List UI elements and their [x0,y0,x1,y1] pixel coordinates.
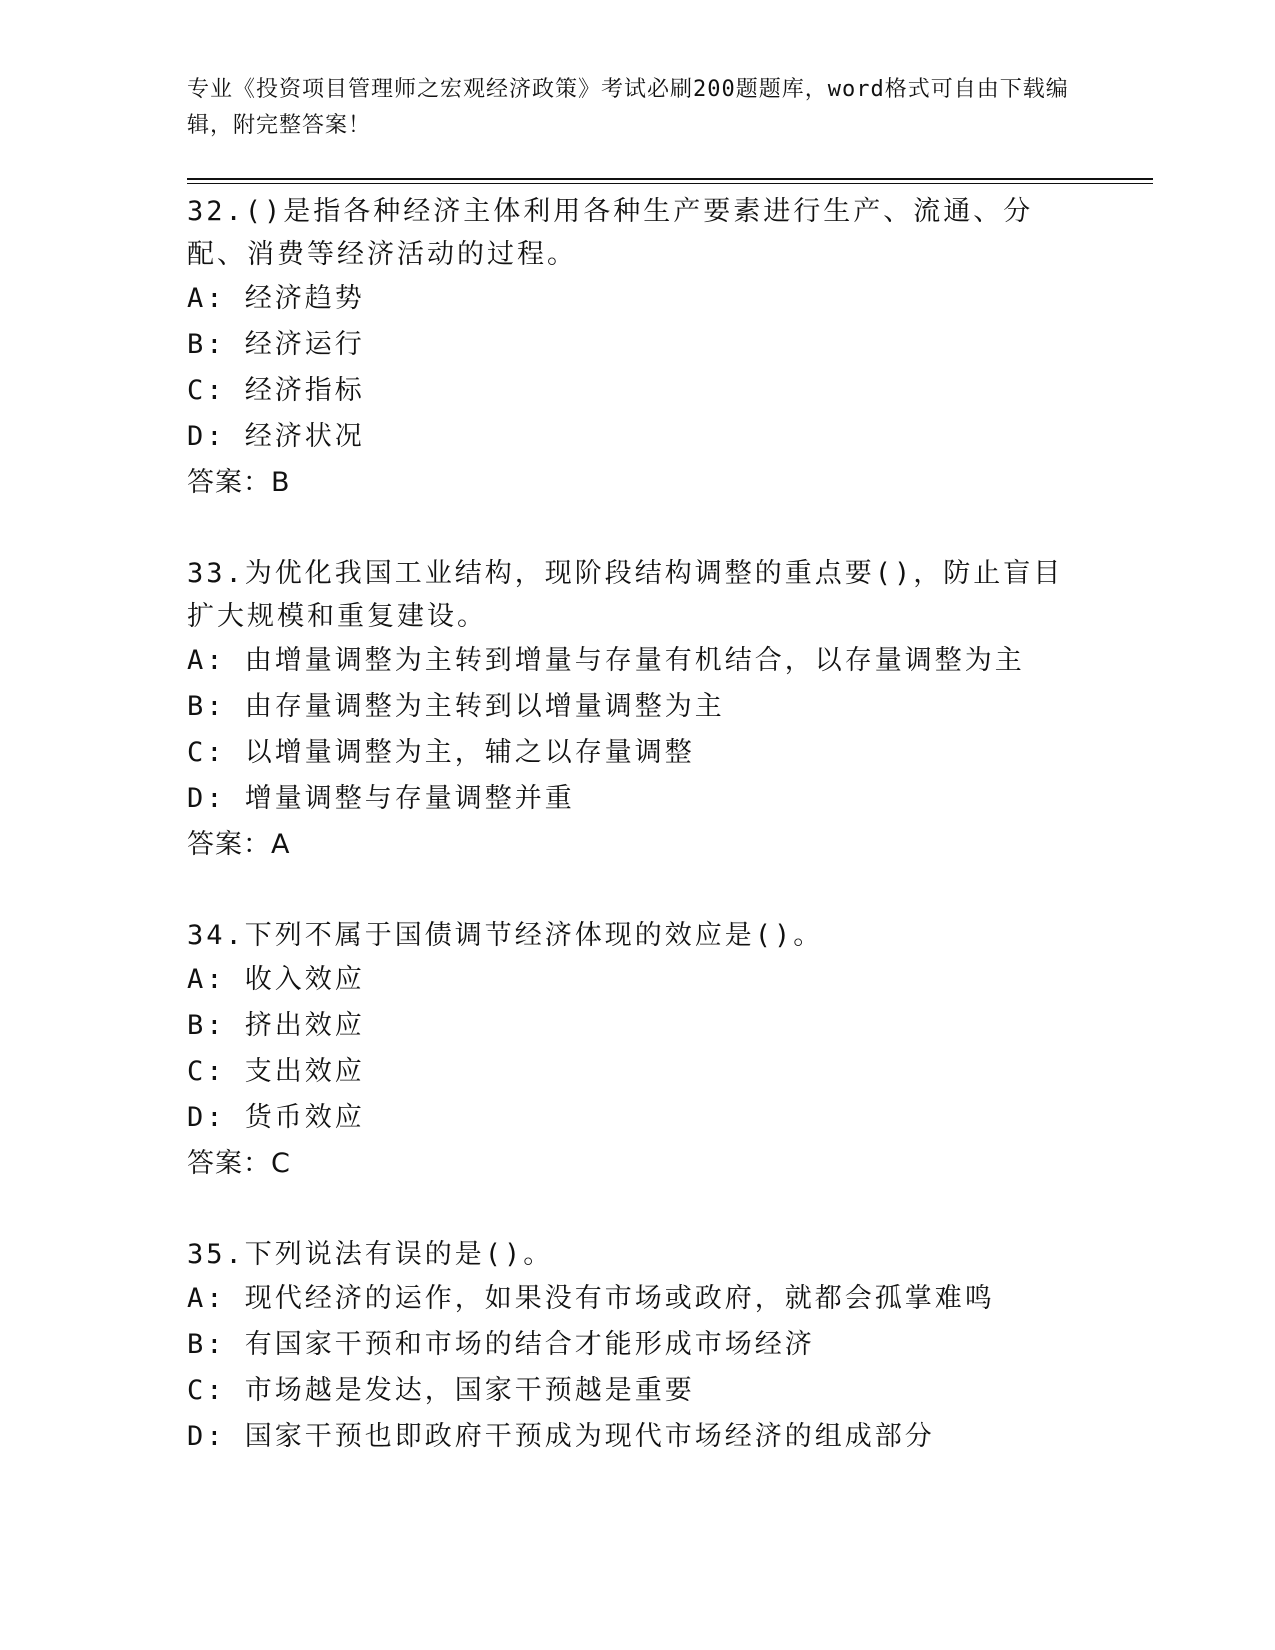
header-rule-thin [187,183,1153,184]
option-a: A: 由增量调整为主转到增量与存量有机结合，以存量调整为主 [187,645,1025,676]
option-b: B: 经济运行 [187,329,365,360]
option-c: C: 支出效应 [187,1056,365,1087]
question-stem: 34.下列不属于国债调节经济体现的效应是()。 [187,920,824,951]
option-d: D: 经济状况 [187,421,365,452]
answer-line: 答案：C [187,1148,291,1179]
answer-line: 答案：A [187,829,291,860]
option-c: C: 经济指标 [187,375,365,406]
question-32 [187,190,1087,506]
answer-line: 答案：B [187,467,291,498]
question-33 [187,552,1087,868]
option-d: D: 国家干预也即政府干预成为现代市场经济的组成部分 [187,1421,935,1452]
option-d: D: 货币效应 [187,1102,365,1133]
option-a: A: 收入效应 [187,964,365,995]
option-c: C: 以增量调整为主，辅之以存量调整 [187,737,695,768]
header-rule-thick [187,178,1153,180]
question-list [187,190,1087,1506]
document-header: 专业《投资项目管理师之宏观经济政策》考试必刷200题题库，word格式可自由下载编辑，附完整答案！ [187,77,1069,138]
question-stem: 33.为优化我国工业结构，现阶段结构调整的重点要()，防止盲目扩大规模和重复建设。 [187,558,1064,632]
question-stem: 32.()是指各种经济主体利用各种生产要素进行生产、流通、分配、消费等经济活动的过程。 [187,196,1034,270]
question-34 [187,914,1087,1187]
option-b: B: 挤出效应 [187,1010,365,1041]
option-a: A: 现代经济的运作，如果没有市场或政府，就都会孤掌难鸣 [187,1283,995,1314]
option-b: B: 由存量调整为主转到以增量调整为主 [187,691,725,722]
question-stem: 35.下列说法有误的是()。 [187,1239,554,1270]
option-c: C: 市场越是发达，国家干预越是重要 [187,1375,695,1406]
option-b: B: 有国家干预和市场的结合才能形成市场经济 [187,1329,815,1360]
option-d: D: 增量调整与存量调整并重 [187,783,575,814]
option-a: A: 经济趋势 [187,283,365,314]
question-35 [187,1233,1087,1460]
